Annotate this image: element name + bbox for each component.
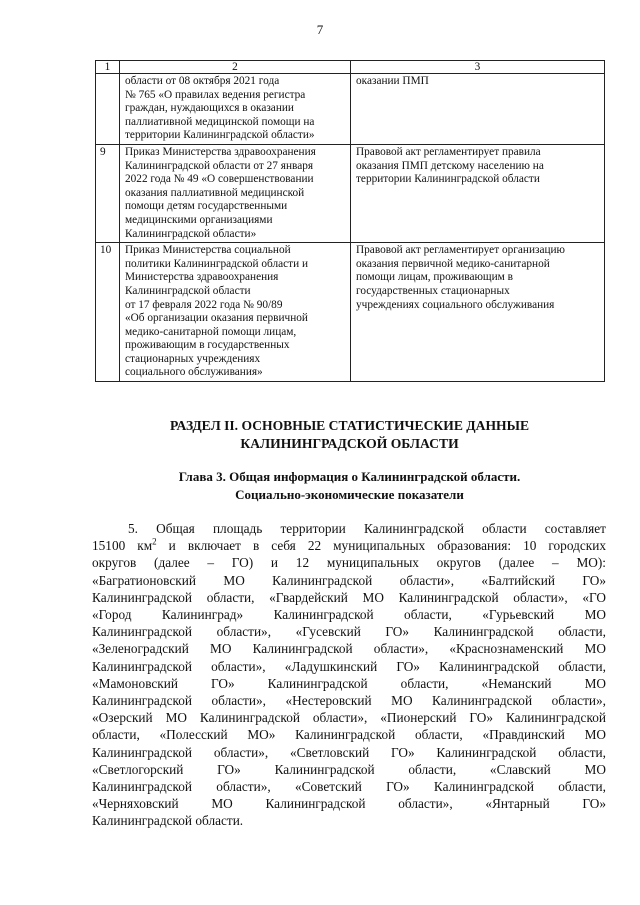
area-value: 15100 км [92,538,153,554]
paragraph-line: Калининградской области», «Советский ГО» Калининградской области, [92,779,606,795]
chapter-title-line: Социально-экономические показатели [235,487,464,502]
cell-line: Калининградской области [125,284,251,297]
regulation-table [95,60,605,382]
cell-line: 2022 года № 49 «О совершенствовании [125,173,314,186]
cell-line: Калининградской области от 27 января [125,159,314,172]
paragraph-line: 5. Общая площадь территории Калининградской области составляет [128,521,606,536]
cell-line: помощи детям государственными [125,200,288,213]
header-cell-1: 1 [96,61,120,74]
cell-line: социального обслуживания» [125,366,263,379]
area-unit-exponent: 2 [152,536,157,547]
paragraph-line: Калининградской области», «Гусевский ГО» Калининградской области, [92,624,606,640]
cell-line: территории Калининградской области» [125,129,315,142]
section-title-line: РАЗДЕЛ II. ОСНОВНЫЕ СТАТИСТИЧЕСКИЕ ДАННЫЕ [169,418,530,433]
document-cell [120,144,351,242]
header-cell-3: 3 [351,61,605,74]
section-title-line: КАЛИНИНГРАДСКОЙ ОБЛАСТИ [240,436,459,451]
paragraph-line: «Зеленоградский МО Калининградской области», «Краснознаменский МО [92,641,606,657]
paragraph-line: «Мамоновский ГО» Калининградской области, «Неманский МО [92,675,606,691]
body-paragraph [92,520,606,830]
page-number: 7 [316,22,324,37]
cell-line: медико-санитарной помощи лицам, [125,325,297,338]
cell-line: граждан, нуждающихся в оказании [125,102,294,115]
table-row [96,144,605,242]
paragraph-line: «Светлогорский ГО» Калининградской области, «Славский МО [92,761,606,777]
paragraph-line: Калининградской области», «Ладушкинский ГО» Калининградской области, [92,658,606,674]
cell-line: проживающим в государственных [125,339,290,352]
document-cell [120,74,351,145]
row-number: 9 [96,144,120,242]
section-title [95,417,604,453]
paragraph-line: округов (далее – ГО) и 12 муниципальных округов (далее – МО): [92,555,606,571]
cell-line: № 765 «О правилах ведения регистра [125,88,306,101]
paragraph-line [92,537,606,554]
paragraph-line: «Озерский МО Калининградской области», «Пионерский ГО» Калининградской [92,710,606,726]
document-cell [120,243,351,382]
description-cell [351,243,605,382]
cell-line: медицинскими организациями [125,213,273,226]
cell-line: Калининградской области» [125,227,257,240]
header-cell-2: 2 [120,61,351,74]
paragraph-line: Калининградской области», «Светловский ГО» Калининградской области, [92,744,606,760]
table-row [96,243,605,382]
description-cell [351,144,605,242]
cell-line: Правовой акт регламентирует организацию [356,244,565,257]
cell-line: территории Калининградской области [356,173,540,186]
cell-line: оказании ПМП [356,75,429,87]
cell-line: от 17 февраля 2022 года № 90/89 [125,298,283,311]
cell-line: государственных стационарных [356,284,510,297]
cell-line: стационарных учреждениях [125,352,261,365]
cell-line: оказания ПМП детскому населению на [356,159,544,172]
cell-line: учреждениях социального обслуживания [356,298,555,311]
table-header-row [96,61,605,74]
paragraph-line: «Черняховский МО Калининградской области», «Янтарный ГО» [92,796,606,812]
chapter-title [95,468,604,504]
paragraph-line: «Город Калининград» Калининградской области, «Гурьевский МО [92,607,606,623]
cell-line: области от 08 октября 2021 года [125,75,280,87]
description-cell [351,74,605,145]
row-number [96,74,120,145]
cell-line: «Об организации оказания первичной [125,312,308,325]
row-number: 10 [96,243,120,382]
paragraph-line: Калининградской области. [92,813,244,829]
cell-line: Приказ Министерства здравоохранения [125,145,316,158]
paragraph-line: Калининградской области, «Гвардейский МО Калининградской области», «ГО [92,589,606,605]
chapter-title-line: Глава 3. Общая информация о Калининградской области. [178,469,521,484]
paragraph-line-text: и включает в себя 22 муниципальных образования: 10 городских [156,538,606,554]
cell-line: Правовой акт регламентирует правила [356,145,541,158]
cell-line: паллиативной медицинской помощи на [125,115,315,128]
table-row [96,74,605,145]
cell-line: помощи лицам, проживающим в [356,271,513,284]
paragraph-line: Калининградской области», «Нестеровский МО Калининградской области», [92,693,606,709]
paragraph-line: области, «Полесский МО» Калининградской области, «Правдинский МО [92,727,606,743]
cell-line: оказания паллиативной медицинской [125,186,305,199]
cell-line: политики Калининградской области и [125,257,309,270]
cell-line: оказания первичной медико-санитарной [356,257,550,270]
paragraph-line: «Багратионовский МО Калининградской области», «Балтийский ГО» [92,572,606,588]
cell-line: Приказ Министерства социальной [125,244,291,257]
cell-line: Министерства здравоохранения [125,271,279,284]
